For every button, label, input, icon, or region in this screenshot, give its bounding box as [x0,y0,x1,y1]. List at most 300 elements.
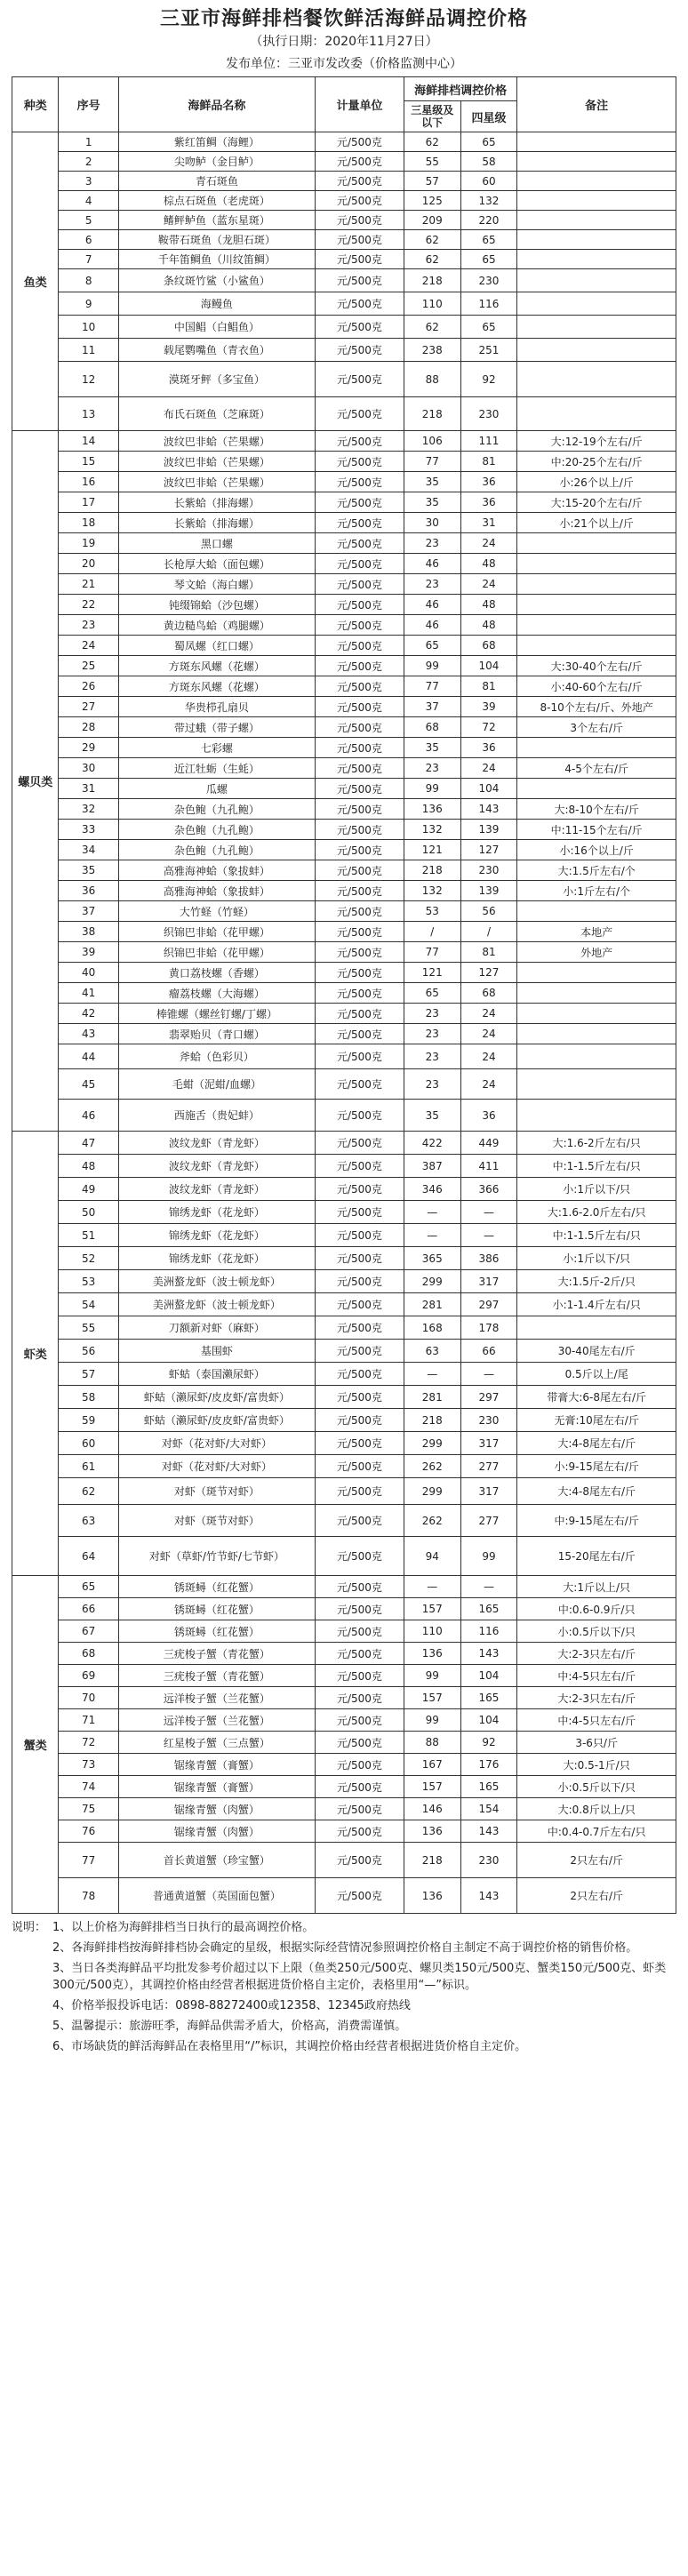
row-number-cell: 54 [59,1293,118,1316]
row-number-cell: 13 [59,397,118,431]
unit-cell: 元/500克 [315,1224,404,1247]
three-star-price-cell: 121 [404,963,460,983]
four-star-price-cell: 230 [460,860,517,881]
table-row [12,1643,676,1665]
remark-cell: 小:1斤左右/个 [517,881,676,901]
row-number-cell: 48 [59,1155,118,1178]
price-table [12,76,676,1914]
remark-cell: 大:30-40个左右/斤 [517,656,676,676]
note-item [12,1919,676,1936]
remark-cell [517,172,676,191]
row-number-cell: 68 [59,1643,118,1665]
table-row [12,1687,676,1709]
unit-cell: 元/500克 [315,1270,404,1293]
four-star-price-cell: 139 [460,881,517,901]
item-name-cell: 杂色鲍（九孔鲍） [118,799,315,820]
remark-cell: 大:1.6-2斤左右/只 [517,1132,676,1155]
four-star-price-cell: 24 [460,574,517,595]
unit-cell: 元/500克 [315,1293,404,1316]
unit-cell: 元/500克 [315,1754,404,1776]
table-row [12,738,676,758]
four-star-price-cell: — [460,1224,517,1247]
item-name-cell: 长紫蛤（排海螺） [118,492,315,513]
unit-cell: 元/500克 [315,472,404,492]
four-star-price-cell: 104 [460,1709,517,1732]
table-row [12,636,676,656]
remark-cell [517,339,676,362]
three-star-price-cell: 157 [404,1598,460,1620]
header-no: 序号 [59,77,118,132]
remark-cell: 本地产 [517,922,676,942]
row-number-cell: 73 [59,1754,118,1776]
remark-cell: 3个左右/斤 [517,717,676,738]
row-number-cell: 34 [59,840,118,860]
table-row [12,292,676,316]
item-name-cell: 锈斑蟳（红花蟹） [118,1598,315,1620]
table-row [12,574,676,595]
table-row [12,1878,676,1914]
table-row [12,1776,676,1798]
remark-cell: 大:12-19个左右/斤 [517,431,676,452]
table-row [12,472,676,492]
item-name-cell: 普通黄道蟹（英国面包蟹） [118,1878,315,1914]
unit-cell: 元/500克 [315,1505,404,1537]
row-number-cell: 5 [59,211,118,230]
unit-cell: 元/500克 [315,152,404,172]
three-star-price-cell: 77 [404,676,460,697]
row-number-cell: 2 [59,152,118,172]
table-row [12,901,676,922]
unit-cell: 元/500克 [315,901,404,922]
unit-cell: 元/500克 [315,820,404,840]
table-row [12,860,676,881]
remark-cell [517,595,676,615]
unit-cell: 元/500克 [315,191,404,211]
table-row [12,1478,676,1505]
table-row [12,533,676,554]
four-star-price-cell: — [460,1201,517,1224]
unit-cell: 元/500克 [315,1455,404,1478]
four-star-price-cell: 104 [460,1665,517,1687]
table-row [12,1843,676,1878]
four-star-price-cell: 36 [460,492,517,513]
four-star-price-cell: 48 [460,554,517,574]
four-star-price-cell: 36 [460,738,517,758]
three-star-price-cell: 218 [404,397,460,431]
four-star-price-cell: 127 [460,840,517,860]
row-number-cell: 3 [59,172,118,191]
unit-cell: 元/500克 [315,615,404,636]
unit-cell: 元/500克 [315,1576,404,1598]
row-number-cell: 24 [59,636,118,656]
item-name-cell: 近江牡蛎（生蚝） [118,758,315,779]
remark-cell: 中:4-5只左右/斤 [517,1665,676,1687]
note-item [12,1960,676,1994]
row-number-cell: 45 [59,1069,118,1100]
four-star-price-cell: 230 [460,397,517,431]
unit-cell: 元/500克 [315,1709,404,1732]
table-row [12,1270,676,1293]
unit-cell: 元/500克 [315,492,404,513]
remark-cell: 8-10个左右/斤、外地产 [517,697,676,717]
header-price-group: 海鲜排档调控价格 [404,77,516,101]
item-name-cell: 毛蚶（泥蚶/血螺） [118,1069,315,1100]
four-star-price-cell: 277 [460,1505,517,1537]
four-star-price-cell: 65 [460,250,517,269]
header-category: 种类 [12,77,59,132]
four-star-price-cell: 58 [460,152,517,172]
four-star-price-cell: 36 [460,1100,517,1132]
four-star-price-cell: 81 [460,676,517,697]
remark-cell: 外地产 [517,942,676,963]
header-four-star: 四星级 [460,101,517,132]
item-name-cell: 虾蛄（濑尿虾/皮皮虾/富贵虾） [118,1386,315,1409]
table-row [12,1100,676,1132]
item-name-cell: 高雅海神蛤（象拔蚌） [118,881,315,901]
remark-cell [517,636,676,656]
remark-cell [517,132,676,152]
item-name-cell: 远洋梭子蟹（兰花蟹） [118,1687,315,1709]
item-name-cell: 黄口荔枝螺（香螺） [118,963,315,983]
header-name: 海鲜品名称 [118,77,315,132]
item-name-cell: 远洋梭子蟹（兰花蟹） [118,1709,315,1732]
four-star-price-cell: 154 [460,1798,517,1820]
three-star-price-cell: 77 [404,452,460,472]
table-row [12,513,676,533]
three-star-price-cell: 106 [404,431,460,452]
remark-cell [517,554,676,574]
item-name-cell: 千年笛鲷鱼（川纹笛鲷） [118,250,315,269]
item-name-cell: 七彩螺 [118,738,315,758]
remark-cell: 中:0.4-0.7斤左右/只 [517,1820,676,1843]
three-star-price-cell: 62 [404,250,460,269]
item-name-cell: 漠斑牙鲆（多宝鱼） [118,362,315,397]
row-number-cell: 17 [59,492,118,513]
remark-cell: 0.5斤以上/尾 [517,1363,676,1386]
row-number-cell: 49 [59,1178,118,1201]
row-number-cell: 14 [59,431,118,452]
four-star-price-cell: 66 [460,1340,517,1363]
remark-cell: 15-20尾左右/斤 [517,1537,676,1576]
four-star-price-cell: 104 [460,656,517,676]
item-name-cell: 织锦巴非蛤（花甲螺） [118,942,315,963]
remark-cell [517,615,676,636]
remark-cell [517,316,676,339]
unit-cell: 元/500克 [315,983,404,1004]
item-name-cell: 刀额新对虾（麻虾） [118,1316,315,1340]
row-number-cell: 51 [59,1224,118,1247]
four-star-price-cell: 39 [460,697,517,717]
three-star-price-cell: 35 [404,472,460,492]
three-star-price-cell: 346 [404,1178,460,1201]
unit-cell: 元/500克 [315,1820,404,1843]
three-star-price-cell: 46 [404,595,460,615]
three-star-price-cell: 422 [404,1132,460,1155]
three-star-price-cell: 99 [404,1709,460,1732]
table-row [12,595,676,615]
table-row [12,1620,676,1643]
row-number-cell: 66 [59,1598,118,1620]
three-star-price-cell: 218 [404,860,460,881]
four-star-price-cell: 56 [460,901,517,922]
unit-cell: 元/500克 [315,1100,404,1132]
remark-cell [517,1100,676,1132]
four-star-price-cell: 81 [460,452,517,472]
header-three-star: 三星级及以下 [404,101,460,132]
remark-cell [517,1316,676,1340]
item-name-cell: 波纹龙虾（青龙虾） [118,1178,315,1201]
issuer-line: 发布单位：三亚市发改委（价格监测中心） [226,57,462,71]
three-star-price-cell: — [404,1363,460,1386]
three-star-price-cell: 88 [404,362,460,397]
unit-cell: 元/500克 [315,452,404,472]
unit-cell: 元/500克 [315,1386,404,1409]
table-row [12,779,676,799]
remark-cell: 带膏大:6-8尾左右/斤 [517,1386,676,1409]
four-star-price-cell: 277 [460,1455,517,1478]
row-number-cell: 57 [59,1363,118,1386]
remark-cell [517,152,676,172]
four-star-price-cell: 36 [460,472,517,492]
note-text: 4、价格举报投诉电话：0898-88272400或12358、12345政府热线 [52,1999,411,2012]
three-star-price-cell: 30 [404,513,460,533]
unit-cell: 元/500克 [315,250,404,269]
note-lead [12,2018,52,2035]
unit-cell: 元/500克 [315,211,404,230]
three-star-price-cell: 57 [404,172,460,191]
row-number-cell: 37 [59,901,118,922]
three-star-price-cell: 281 [404,1293,460,1316]
row-number-cell: 58 [59,1386,118,1409]
table-row [12,758,676,779]
table-row [12,339,676,362]
three-star-price-cell: 299 [404,1270,460,1293]
row-number-cell: 64 [59,1537,118,1576]
item-name-cell: 钝缀锦蛤（沙包螺） [118,595,315,615]
row-number-cell: 18 [59,513,118,533]
row-number-cell: 26 [59,676,118,697]
table-row [12,1024,676,1044]
row-number-cell: 39 [59,942,118,963]
table-row [12,452,676,472]
item-name-cell: 尖吻鲈（金目鲈） [118,152,315,172]
unit-cell: 元/500克 [315,922,404,942]
remark-cell: 大:8-10个左右/斤 [517,799,676,820]
table-row [12,1132,676,1155]
unit-cell: 元/500克 [315,1409,404,1432]
unit-cell: 元/500克 [315,1024,404,1044]
three-star-price-cell: 77 [404,942,460,963]
unit-cell: 元/500克 [315,779,404,799]
row-number-cell: 52 [59,1247,118,1270]
row-number-cell: 59 [59,1409,118,1432]
remark-cell: 3-6只/斤 [517,1732,676,1754]
item-name-cell: 波纹巴非蛤（芒果螺） [118,431,315,452]
unit-cell: 元/500克 [315,697,404,717]
three-star-price-cell: 387 [404,1155,460,1178]
remark-cell [517,779,676,799]
unit-cell: 元/500克 [315,656,404,676]
item-name-cell: 方斑东风螺（花螺） [118,656,315,676]
item-name-cell: 杂色鲍（九孔鲍） [118,840,315,860]
four-star-price-cell: 230 [460,269,517,292]
four-star-price-cell: 165 [460,1598,517,1620]
four-star-price-cell: 317 [460,1478,517,1505]
remark-cell [517,1044,676,1069]
three-star-price-cell: — [404,1576,460,1598]
remark-cell [517,397,676,431]
item-name-cell: 长紫蛤（排海螺） [118,513,315,533]
three-star-price-cell: 23 [404,1004,460,1024]
table-row [12,211,676,230]
four-star-price-cell: 411 [460,1155,517,1178]
table-row [12,983,676,1004]
table-row [12,316,676,339]
note-item [12,2038,676,2055]
category-cell: 蟹类 [12,1576,59,1914]
row-number-cell: 36 [59,881,118,901]
four-star-price-cell: 230 [460,1843,517,1878]
table-row [12,230,676,250]
row-number-cell: 43 [59,1024,118,1044]
item-name-cell: 华贵栉孔扇贝 [118,697,315,717]
table-row [12,1732,676,1754]
four-star-price-cell: 48 [460,595,517,615]
remark-cell: 无膏:10尾左右/斤 [517,1409,676,1432]
row-number-cell: 78 [59,1878,118,1914]
four-star-price-cell: 165 [460,1776,517,1798]
unit-cell: 元/500克 [315,1620,404,1643]
page-title: 三亚市海鲜排档餐饮鲜活海鲜品调控价格 [159,8,528,30]
row-number-cell: 50 [59,1201,118,1224]
table-row [12,922,676,942]
row-number-cell: 8 [59,269,118,292]
item-name-cell: 斧蛤（色彩贝） [118,1044,315,1069]
three-star-price-cell: 281 [404,1386,460,1409]
item-name-cell: 波纹龙虾（青龙虾） [118,1155,315,1178]
four-star-price-cell: 65 [460,230,517,250]
item-name-cell: 虾蛄（泰国濑尿虾） [118,1363,315,1386]
three-star-price-cell: — [404,1201,460,1224]
unit-cell: 元/500克 [315,230,404,250]
row-number-cell: 65 [59,1576,118,1598]
item-name-cell: 瓜螺 [118,779,315,799]
three-star-price-cell: 136 [404,1878,460,1914]
remark-cell: 中:1-1.5斤左右/只 [517,1155,676,1178]
note-item [12,1940,676,1956]
four-star-price-cell: — [460,1576,517,1598]
unit-cell: 元/500克 [315,758,404,779]
row-number-cell: 35 [59,860,118,881]
item-name-cell: 虾蛄（濑尿虾/皮皮虾/富贵虾） [118,1409,315,1432]
item-name-cell: 黑口螺 [118,533,315,554]
table-row [12,1386,676,1409]
row-number-cell: 33 [59,820,118,840]
remark-cell: 小:1-1.4斤左右/只 [517,1293,676,1316]
three-star-price-cell: 23 [404,533,460,554]
table-row [12,1044,676,1069]
note-text: 2、各海鲜排档按海鲜排档协会确定的星级，根据实际经营情况参照调控价格自主制定不高于调控价格的销售价格。 [52,1941,638,1955]
remark-cell [517,269,676,292]
four-star-price-cell: 178 [460,1316,517,1340]
row-number-cell: 74 [59,1776,118,1798]
remark-cell [517,292,676,316]
unit-cell: 元/500克 [315,1798,404,1820]
four-star-price-cell: 68 [460,636,517,656]
three-star-price-cell: 146 [404,1798,460,1820]
three-star-price-cell: 262 [404,1505,460,1537]
unit-cell: 元/500克 [315,799,404,820]
table-row [12,1432,676,1455]
four-star-price-cell: 99 [460,1537,517,1576]
remark-cell: 大:0.8斤以上/只 [517,1798,676,1820]
four-star-price-cell: 165 [460,1687,517,1709]
remark-cell: 30-40尾左右/斤 [517,1340,676,1363]
table-row [12,132,676,152]
unit-cell: 元/500克 [315,1478,404,1505]
four-star-price-cell: 104 [460,779,517,799]
unit-cell: 元/500克 [315,942,404,963]
row-number-cell: 30 [59,758,118,779]
row-number-cell: 9 [59,292,118,316]
table-row [12,1798,676,1820]
note-lead [12,1997,52,2014]
remark-cell: 小:9-15尾左右/斤 [517,1455,676,1478]
row-number-cell: 7 [59,250,118,269]
note-lead: 说明： [12,1921,47,1934]
three-star-price-cell: 132 [404,881,460,901]
price-table-body [12,132,676,1914]
row-number-cell: 10 [59,316,118,339]
four-star-price-cell: 72 [460,717,517,738]
table-row [12,1537,676,1576]
table-row [12,1709,676,1732]
three-star-price-cell: 94 [404,1537,460,1576]
item-name-cell: 美洲螯龙虾（波士顿龙虾） [118,1270,315,1293]
table-row [12,820,676,840]
header-remark: 备注 [517,77,676,132]
row-number-cell: 40 [59,963,118,983]
note-lead [12,2038,52,2055]
item-name-cell: 基围虾 [118,1340,315,1363]
table-row [12,1409,676,1432]
four-star-price-cell: 143 [460,1820,517,1843]
table-row [12,1004,676,1024]
table-row [12,269,676,292]
three-star-price-cell: 88 [404,1732,460,1754]
row-number-cell: 71 [59,1709,118,1732]
item-name-cell: 三疣梭子蟹（青花蟹） [118,1643,315,1665]
table-row [12,1340,676,1363]
remark-cell [517,362,676,397]
three-star-price-cell: 63 [404,1340,460,1363]
three-star-price-cell: 68 [404,717,460,738]
remark-cell [517,230,676,250]
four-star-price-cell: 24 [460,1044,517,1069]
unit-cell: 元/500克 [315,533,404,554]
row-number-cell: 72 [59,1732,118,1754]
row-number-cell: 41 [59,983,118,1004]
remark-cell: 大:0.5-1斤/只 [517,1754,676,1776]
four-star-price-cell: 220 [460,211,517,230]
table-row [12,697,676,717]
unit-cell: 元/500克 [315,1340,404,1363]
row-number-cell: 29 [59,738,118,758]
four-star-price-cell: 31 [460,513,517,533]
table-row [12,1069,676,1100]
three-star-price-cell: 110 [404,1620,460,1643]
table-row [12,799,676,820]
